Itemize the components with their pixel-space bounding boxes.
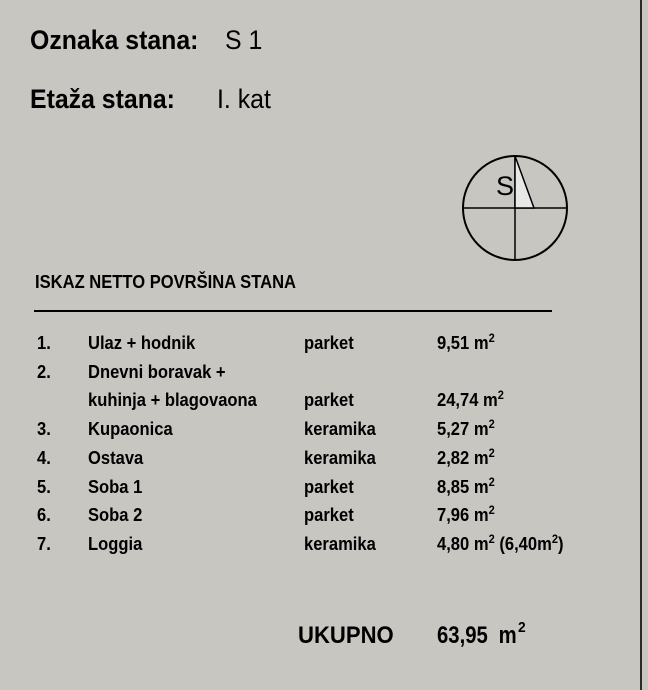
divider [34, 310, 552, 312]
room-area: 8,85 $m^2$ [437, 474, 495, 497]
room-area: 9,51 $m^2$ [437, 331, 495, 353]
row-number: 3. [37, 419, 51, 440]
compass-letter: S [495, 171, 515, 201]
floor-material: parket [304, 333, 354, 353]
row-number: 5. [37, 476, 51, 497]
table-row [0, 329, 640, 357]
floor-label-row [30, 83, 276, 115]
total-label: UKUPNO [298, 622, 394, 649]
table-row [0, 473, 640, 501]
room-name: Ulaz + hodnik [88, 333, 196, 353]
floor-material: parket [304, 505, 354, 526]
room-name: Loggia [88, 533, 143, 554]
table-row [0, 501, 640, 529]
row-number: 4. [37, 447, 51, 468]
apartment-value: S 1 [224, 25, 262, 55]
room-area: 5,27 $m^2$ [437, 417, 495, 440]
total-value: 63,95 m $^2$ [437, 619, 526, 649]
floor-value: I. kat [217, 84, 271, 114]
room-area: 2,82 $m^2$ [437, 445, 495, 468]
floor-material: keramika [304, 533, 376, 554]
row-number: 6. [37, 505, 51, 526]
section-title: ISKAZ NETTO POVRŠINA STANA [35, 272, 296, 292]
row-number: 7. [37, 533, 51, 554]
table-row [0, 530, 640, 558]
row-number: 2. [37, 361, 51, 382]
room-name: Soba 1 [88, 476, 143, 497]
floor-material: parket [304, 476, 354, 497]
floor-material: keramika [304, 419, 376, 440]
north-arrow-icon [461, 154, 569, 262]
north-arrow-pointer [515, 156, 534, 208]
room-name: Soba 2 [88, 505, 143, 526]
room-name-continued: kuhinja + blagovaona [88, 390, 257, 411]
table-row [0, 444, 640, 472]
table-row [0, 358, 640, 386]
row-number: 1. [37, 333, 51, 353]
table-row [0, 386, 640, 414]
room-name: Ostava [88, 447, 144, 468]
room-area: 7,96 $m^2$ [437, 503, 495, 526]
floor-material: parket [304, 390, 354, 411]
room-area: 24,74 $m^2$ [437, 388, 504, 411]
room-area: 4,80 $m^2$ $(6,40m^2)$ [437, 531, 564, 554]
floor-label: Etaža stana: [30, 84, 175, 114]
room-name: Kupaonica [88, 419, 173, 440]
apartment-label: Oznaka stana: [30, 25, 199, 55]
table-row [0, 415, 640, 443]
room-name: Dnevni boravak + [88, 361, 226, 382]
floor-material: keramika [304, 447, 376, 468]
apartment-label-row [30, 24, 265, 56]
